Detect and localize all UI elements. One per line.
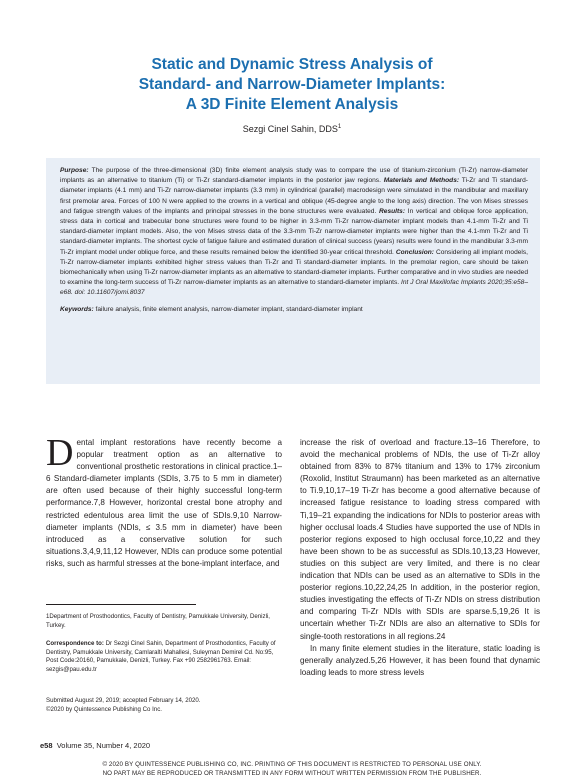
keywords-text: failure analysis, finite element analysis, narrow-diameter implant, standard-diameter implant [93, 305, 363, 313]
correspondence-text: Dr Sezgi Cinel Sahin, Department of Prosthodontics, Faculty of Dentistry, Pamukkale University, Camlaralti Mahallesi, Suleyman Demirel Cd. No:95, Post Code:20160, Pamukkale, Denizli, Turkey. Fax +90 2582961763. Email: sezgis@pau.edu.tr [46, 640, 276, 673]
body-column-left [46, 432, 282, 570]
volume-info: Volume 35, Number 4, 2020 [56, 741, 151, 750]
intro-paragraph [46, 432, 282, 570]
results-label: Results: [379, 207, 406, 215]
title-line-3: A 3D Finite Element Analysis [185, 96, 399, 113]
title-line-2: Standard- and Narrow-Diameter Implants: [138, 76, 446, 93]
copyright-notice [0, 760, 584, 782]
author-name: Sezgi Cinel Sahin, DDS [242, 124, 338, 134]
copyright-note: ©2020 by Quintessence Publishing Co Inc. [46, 706, 162, 713]
purpose-text: The purpose of the three-dimensional (3D) finite element analysis study was to compare the use of titanium-zirconium (Ti-Zr) narrow-diameter implants as an alternative to titanium (Ti) or Ti-Zr standard-diameter implants in the posterior jaw regions. [60, 167, 528, 185]
submitted-note: Submitted August 29, 2019; accepted February 14, 2020. [46, 697, 201, 704]
methods-text: Ti-Zr and Ti standard-diameter implants (4.1 mm) and Ti-Zr narrow-diameter implants (3.3 mm) in cylindrical (parallel) macrodesign were simulated in the mandibular and maxillary first premolar area. Forces of 100 N were applied to the crowns in a vertical and oblique (45-degree angle to the long axis) direction. The von Mises stresses and fatigue strength values of the implants and principal stresses in the bone structures were evaluated. [60, 177, 528, 215]
copyright-line-1: © 2020 BY QUINTESSENCE PUBLISHING CO, INC. PRINTING OF THIS DOCUMENT IS RESTRICTED TO PERSONAL USE ONLY. [102, 761, 482, 768]
copyright-line-2: NO PART MAY BE REPRODUCED OR TRANSMITTED IN ANY FORM WITHOUT WRITTEN PERMISSION FROM THE PUBLISHER. [102, 770, 482, 777]
keywords [60, 305, 528, 315]
author-line [40, 124, 544, 134]
correspondence-footnote [46, 640, 286, 674]
page-footer [40, 741, 150, 750]
body-column-right [300, 437, 540, 679]
conclusion-text: Considering all implant models, Ti-Zr narrow-diameter implants exhibited higher stress values than Ti-Zr and Ti standard-diameter implants. In the premolar region, care should be taken biomechanically when using Ti-Zr narrow-diameter implants as an alternative to standard-diameter implants. Further comparative and in vivo studies are needed to examine the long-term success of Ti-Zr narrow-diameter implants as an alternative to standard-diameter implants. [60, 248, 528, 287]
abstract-box [46, 158, 540, 384]
correspondence-label: Correspondence to: [46, 640, 104, 647]
purpose-label: Purpose: [60, 167, 89, 174]
abstract-text [60, 166, 528, 299]
results-text: In vertical and oblique force application, stress data in cortical and trabecular bone structures were found to be higher in 3.3-mm Ti-Zr narrow-diameter implant models than 4.1-mm Ti-Zr and Ti standard-diameter implant models. Also, the von Mises stress data of the 3.3-mm Ti-Zr narrow-diameter implants were higher than the 4.1-mm Ti-Zr and Ti standard-diameter implants. The shortest cycle of fatigue failure and estimated duration of clinical success (years) results were found in the mandibular 3.3-mm Ti-Zr implant model under oblique force, and these results remained below the identified 30-year critical threshold. [60, 207, 528, 256]
affiliation-footnote: 1Department of Prosthodontics, Faculty of Dentistry, Pamukkale University, Denizli, Turkey. [46, 613, 270, 629]
conclusion-label: Conclusion: [395, 248, 434, 256]
title-line-1: Static and Dynamic Stress Analysis of [151, 56, 433, 73]
article-title [40, 55, 544, 115]
right-paragraph-2: In many finite element studies in the literature, static loading is generally analyzed.5,26 However, it has been found that dynamic loading leads to more stress levels [300, 643, 540, 677]
page-number: e58 [40, 741, 53, 750]
intro-text: ental implant restorations have recently become a popular treatment option as an alternative to conventional prosthetic restorations in clinical practice.1–6 Standard-diameter implants (SDIs, 3.75 to 5 mm in diameter) are often used because of their highly successful long-term performance.7,8 However, horizontal crestal bone atrophy and restricted edentulous area limit the use of SDIs.9,10 Narrow-diameter implants (NDIs, ≤ 3.5 mm in diameter) have been introduced as a conservative solution for such situations.3,4,9,11,12 However, NDIs can produce some potential risks, such as harmful stresses at the bone-implant interface, and [46, 438, 282, 568]
methods-label: Materials and Methods: [383, 177, 460, 185]
right-paragraph-1: increase the risk of overload and fracture.13–16 Therefore, to avoid the mechanical problems of NDIs, the use of Ti-Zr alloy obtained from 83% to 87% titanium and 13% to 17% zirconium (Roxolid, Institut Straumann) has been marketed as an alternative to Ti.9,10,17–19 Ti-Zr has become a good alternative because of increased fatigue resistance to loading stress compared with Ti,19–21 expanding the indications for NDIs to posterior areas with higher occlusal loads.4 Studies have supported the use of NDIs in posterior regions exposed to high occlusal force,10,22 and they have been shown to be as successful as SDIs.10,13,23 However, studies on this subject are very limited, and there is no clear indication that NDIs can be used as an alternative to SDIs in the posterior regions.10,22,24,25 In addition, in the posterior region, studies investigating the effects of Ti-Zr NDIs on stress distribution and comparing Ti-Zr NDIs with SDIs are sparse.5,19,26 It is uncertain whether Ti-Zr NDIs are also an alternative to SDIs for single-tooth restorations in all regions.24 [300, 438, 540, 641]
citation: Int J Oral Maxillofac Implants 2020;35:e58–e68. doi: 10.11607/jomi.8037 [60, 279, 528, 297]
footnote-divider [46, 604, 196, 605]
author-affiliation-mark: 1 [337, 124, 342, 130]
keywords-label: Keywords: [60, 305, 94, 313]
drop-cap: D [46, 432, 74, 474]
